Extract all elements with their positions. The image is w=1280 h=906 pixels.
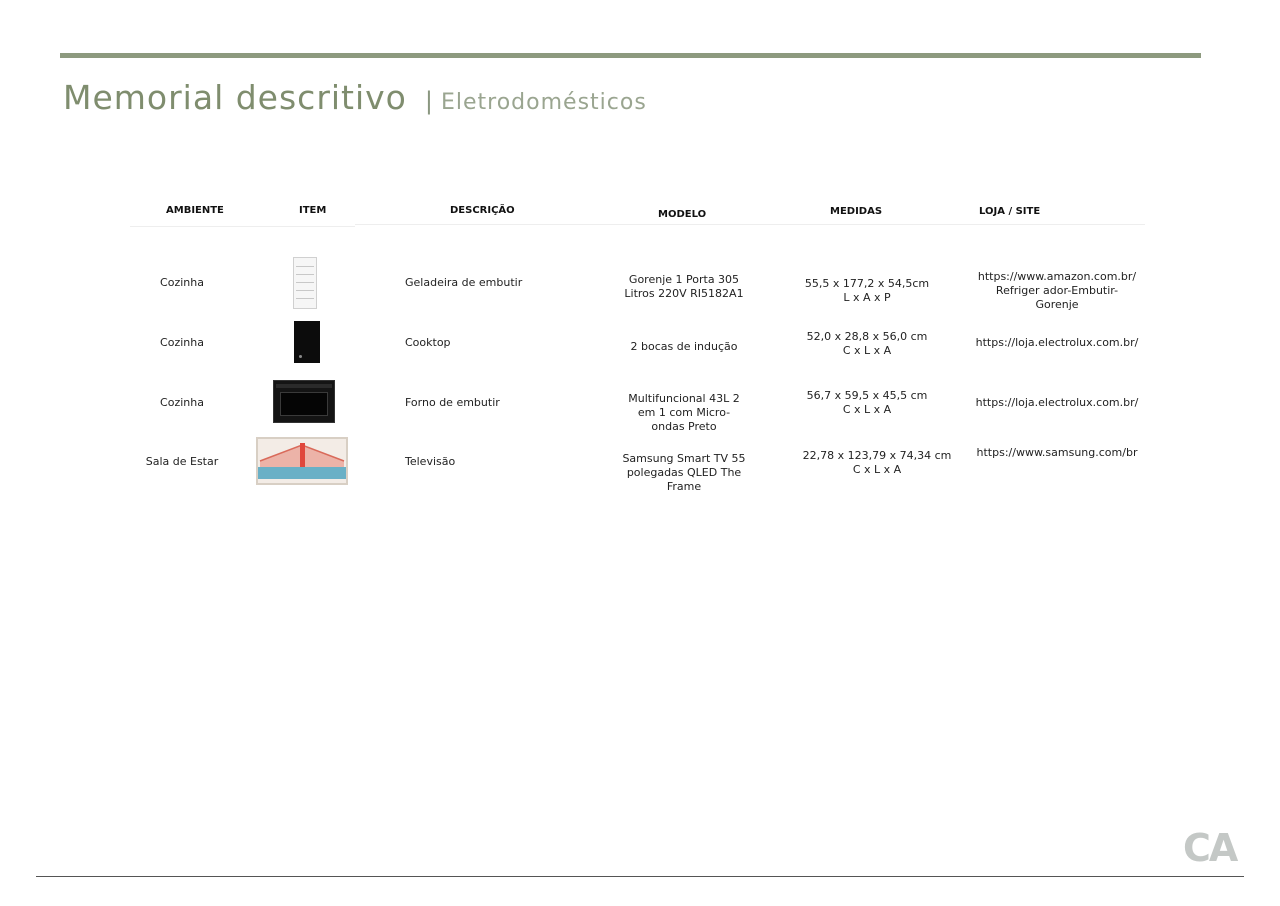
cell-modelo — [604, 273, 764, 301]
cell-medidas — [792, 277, 942, 305]
medidas-line: C x L x A — [842, 344, 892, 357]
col-header-item: ITEM — [299, 205, 327, 216]
col-header-ambiente: AMBIENTE — [166, 205, 224, 216]
modelo-line: Gorenje 1 Porta 305 — [628, 273, 740, 286]
cell-modelo — [604, 392, 764, 434]
loja-link[interactable]: https://loja.electrolux.com.br/ — [975, 336, 1139, 349]
television-image — [256, 437, 348, 485]
modelo-line: Frame — [666, 480, 702, 493]
cell-descricao: Geladeira de embutir — [405, 276, 523, 289]
cell-descricao: Cooktop — [405, 336, 451, 349]
cell-medidas — [792, 389, 942, 417]
modelo-line: polegadas QLED The — [626, 466, 742, 479]
header-divider — [355, 224, 1145, 225]
cell-loja[interactable] — [967, 446, 1147, 460]
cell-loja[interactable] — [967, 336, 1147, 350]
medidas-line: C x L x A — [842, 403, 892, 416]
cooktop-image — [294, 321, 320, 363]
title-main: Memorial descritivo — [63, 78, 407, 117]
header-divider — [130, 226, 355, 227]
col-header-modelo: MODELO — [658, 209, 707, 220]
cell-medidas — [792, 330, 942, 358]
modelo-line: 2 bocas de indução — [630, 340, 738, 353]
loja-link[interactable]: https://loja.electrolux.com.br/ — [975, 396, 1139, 409]
title-subtitle: Eletrodomésticos — [440, 90, 647, 115]
medidas-line: 52,0 x 28,8 x 56,0 cm — [806, 330, 928, 343]
medidas-line: C x L x A — [852, 463, 902, 476]
loja-link[interactable]: https://www.samsung.com/br — [976, 446, 1138, 459]
medidas-line: 22,78 x 123,79 x 74,34 cm — [802, 449, 952, 462]
col-header-descricao: DESCRIÇÃO — [450, 205, 515, 216]
col-header-medidas: MEDIDAS — [830, 206, 883, 217]
loja-link[interactable]: Refriger ador-Embutir- — [995, 284, 1119, 297]
cell-descricao: Televisão — [405, 455, 456, 468]
top-rule — [60, 53, 1201, 58]
cell-modelo — [604, 452, 764, 494]
loja-link[interactable]: Gorenje — [1035, 298, 1079, 311]
cell-loja[interactable] — [967, 396, 1147, 410]
modelo-line: em 1 com Micro- — [637, 406, 731, 419]
cell-ambiente: Sala de Estar — [145, 455, 219, 468]
cell-loja[interactable] — [967, 270, 1147, 312]
cell-ambiente: Cozinha — [160, 396, 204, 409]
bottom-rule — [36, 876, 1244, 877]
col-header-loja: LOJA / SITE — [979, 206, 1041, 217]
page-title — [63, 78, 647, 117]
cell-medidas — [792, 449, 962, 477]
modelo-line: Multifuncional 43L 2 — [628, 392, 740, 405]
brand-logo: CA — [1183, 826, 1237, 870]
cell-descricao: Forno de embutir — [405, 396, 500, 409]
cell-ambiente: Cozinha — [160, 276, 204, 289]
oven-image — [273, 380, 335, 423]
cell-ambiente: Cozinha — [160, 336, 204, 349]
refrigerator-image — [293, 257, 317, 309]
medidas-line: 56,7 x 59,5 x 45,5 cm — [806, 389, 928, 402]
modelo-line: Samsung Smart TV 55 — [622, 452, 746, 465]
bridge-artwork-icon — [258, 439, 346, 483]
modelo-line: Litros 220V RI5182A1 — [624, 287, 744, 300]
title-separator: | — [424, 87, 433, 115]
medidas-line: 55,5 x 177,2 x 54,5cm — [804, 277, 930, 290]
medidas-line: L x A x P — [843, 291, 891, 304]
cell-modelo — [604, 340, 764, 354]
modelo-line: ondas Preto — [651, 420, 717, 433]
loja-link[interactable]: https://www.amazon.com.br/ — [977, 270, 1137, 283]
